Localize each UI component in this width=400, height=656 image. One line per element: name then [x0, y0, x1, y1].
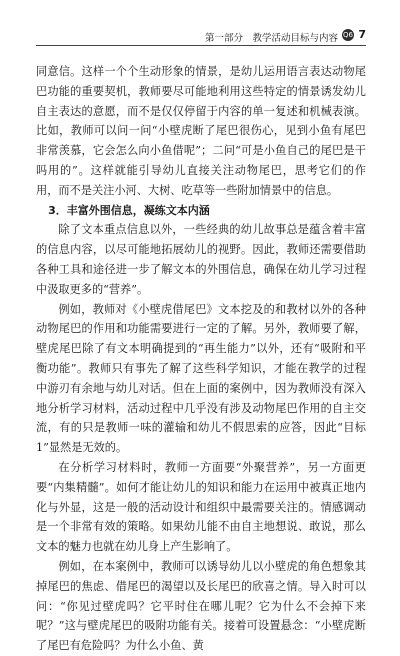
- chapter-badge-icon: Q6: [343, 31, 353, 39]
- paragraph-2: 除了文本重点信息以外，一些经典的幼儿故事总是蕴含着丰富的信息内容，以尽可能地拓展幼儿的视野。因此，教师还需要借助各种工具和途径进一步了解文本的外围信息，确保在幼儿学习过程中汲取更多的“营养”。: [36, 223, 366, 296]
- running-header: [0, 0, 400, 44]
- paragraph-5: 例如，在本案例中，教师可以诱导幼儿以小壁虎的角色想象其掉尾巴的焦虑、借尾巴的渴望以及长尾巴的欣喜之情。导入时可以问：“你见过壁虎吗？它平时住在哪儿呢？它为什么不会掉下来呢？”这与壁虎尾巴的吸附功能有关。接着可设置悬念：“小壁虎断了尾巴有危险吗？为什么小鱼、黄: [36, 559, 366, 653]
- paragraph-4: 在分析学习材料时，教师一方面要“外聚营养”，另一方面更要“内集精髓”。如何才能让幼儿的知识和能力在运用中被真正地内化与外显，这是一般的活动设计和组织中最需要关注的。情感调动是一个非常有效的策略。如果幼儿能不由自主地想说、敢说，那么文本的魅力也就在幼儿身上产生影响了。: [36, 460, 366, 554]
- section-heading: 3．丰富外围信息，凝练文本内涵: [48, 203, 210, 217]
- paragraph-3: 例如，教师对《小壁虎借尾巴》文本挖及的和教材以外的各种动物尾巴的作用和功能需要进行一定的了解。另外，教师要了解，壁虎尾巴除了有文本明确提到的“再生能力”以外，还有“吸附和平衡功能”。教师只有事先了解了这些科学知识，才能在教学的过程中游刃有余地与幼儿对话。但在上面的案例中，因为教师没有深入地分析学习材料，活动过程中几乎没有涉及动物尾巴作用的自主交流，有的只是教师一味的灌输和幼儿不假思索的应答，因此“目标 1”显然是无效的。: [36, 302, 366, 455]
- paragraph-1: 同意信。这样一个个生动形象的情景，是幼儿运用语言表达动物尾巴功能的重要契机，教师要尽可能地利用这些特定的情景诱发幼儿自主表达的意愿，而不是仅仅停留于内容的单一复述和机械表演。比如，教师可以问一问“小壁虎断了尾巴很伤心，见到小鱼有尾巴非常羡慕，它会怎么向小鱼借呢”；二问“可是小鱼自己的尾巴是干吗用的”。这样就能引导幼儿直接关注动物尾巴，思考它们的作用，而不是关注小河、大树、吃草等一些附加情景中的信息。: [36, 65, 366, 197]
- header-divider: [36, 45, 366, 46]
- page-number: 7: [358, 28, 366, 41]
- section-title: 第一部分 教学活动目标与内容: [204, 33, 338, 44]
